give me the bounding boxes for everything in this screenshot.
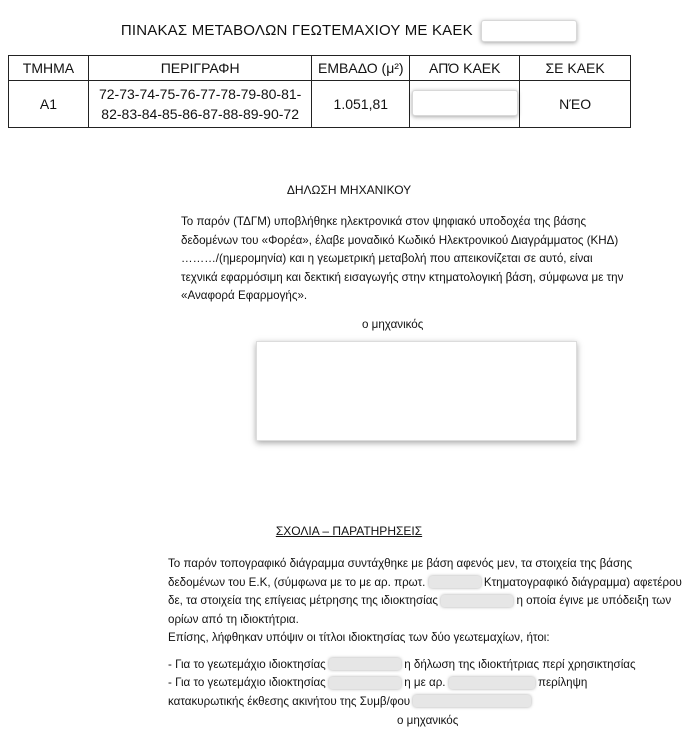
comments-paragraph [168, 555, 688, 711]
header-description: ΠΕΡΙΓΡΑΦΗ [88, 56, 311, 81]
redacted-field [449, 677, 535, 689]
description-line-1: 72-73-74-75-76-77-78-79-80-81- [98, 86, 302, 102]
declaration-signature-label: ο μηχανικός [362, 318, 424, 331]
description-line-2: 82-83-84-85-86-87-88-89-90-72 [101, 106, 299, 122]
cell-to-kaek: ΝΈΟ [520, 81, 631, 128]
redacted-from-kaek [412, 90, 518, 116]
cell-from-kaek [410, 81, 520, 128]
comments-text: περίληψη [537, 676, 588, 689]
comments-line: Επίσης, λήφθηκαν υπόψιν οι τίτλοι ιδιοκτησίας των δύο γεωτεμαχίων, ήτοι: [168, 631, 550, 644]
cell-section: Α1 [9, 81, 89, 128]
comments-text: η με αρ. [404, 676, 446, 689]
redacted-field [329, 658, 401, 670]
table-row [9, 81, 631, 128]
declaration-line: δεδομένων του «Φορέα», έλαβε μοναδικό Κωδικό Ηλεκτρονικού Διαγράμματος (ΚΗΔ) [181, 233, 619, 247]
redacted-field [429, 576, 481, 588]
comments-bullet [168, 693, 688, 712]
comments-text: δεδομένων του Ε.Κ, (σύμφωνα με το με αρ. πρωτ. [168, 575, 426, 589]
comments-text: κατακυρωτικής έκθεσης ακινήτου της Συμβ/φου [168, 694, 411, 708]
redacted-field [413, 695, 531, 707]
comments-heading: ΣΧΟΛΙΑ – ΠΑΡΑΤΗΡΗΣΕΙΣ [275, 524, 423, 538]
table-title-text: ΠΙΝΑΚΑΣ ΜΕΤΑΒΟΛΩΝ ΓΕΩΤΕΜΑΧΙΟΥ ΜΕ ΚΑΕΚ [120, 21, 473, 39]
header-area: ΕΜΒΑΔΟ (μ²) [312, 56, 410, 81]
comments-text: - Για το γεωτεμάχιο ιδιοκτησίας [168, 676, 326, 689]
comments-text: η οποία έγινε με υπόδειξη των [516, 594, 672, 607]
table-title [0, 20, 698, 42]
cell-area: 1.051,81 [312, 81, 410, 128]
comments-bullet [168, 674, 688, 693]
table-header-row [9, 56, 631, 81]
comments-bullet [168, 656, 688, 675]
declaration-paragraph [181, 213, 651, 306]
header-to-kaek: ΣΕ ΚΑΕΚ [520, 56, 631, 81]
comments-text: η δήλωση της ιδιοκτήτριας περί χρησικτησίας [404, 657, 636, 671]
header-section: ΤΜΗΜΑ [9, 56, 89, 81]
declaration-line: «Αναφορά Εφαρμογής». [181, 289, 308, 302]
comments-spacer [168, 648, 688, 656]
comments-text: δε, τα στοιχεία της επίγειας μέτρησης της ιδιοκτησίας [168, 594, 439, 607]
comments-text: Κτηματογραφικό διάγραμμα) αφετέρου [483, 575, 682, 589]
comments-line: ορίων από τη ιδιοκτήτρια. [168, 612, 299, 626]
comments-text: - Για το γεωτεμάχιο ιδιοκτησίας [168, 657, 326, 671]
declaration-line: ………/(ημερομηνία) και η γεωμετρική μεταβολή που απεικονίζεται σε αυτό, είναι [181, 252, 593, 265]
redacted-kaek-field [481, 20, 577, 42]
comments-line: Το παρόν τοπογραφικό διάγραμμα συντάχθηκε με βάση αφενός μεν, τα στοιχεία της βάσης [168, 557, 633, 570]
declaration-line: τεχνικά εφαρμόσιμη και δεκτική εισαγωγής στην κτηματολογική βάση, σύμφωνα με την [181, 270, 624, 284]
comments-signature-label: ο μηχανικός [397, 714, 459, 727]
header-from-kaek: ΑΠΌ ΚΑΕΚ [410, 56, 520, 81]
comments-line [168, 574, 688, 593]
declaration-heading: ΔΗΛΩΣΗ ΜΗΧΑΝΙΚΟΥ [286, 183, 412, 197]
changes-table [8, 55, 631, 128]
declaration-line: Το παρόν (ΤΔΓΜ) υποβλήθηκε ηλεκτρονικά στον ψηφιακό υποδοχέα της βάσης [181, 215, 587, 228]
comments-line [168, 592, 688, 611]
redacted-field [329, 677, 401, 689]
redacted-signature-box [256, 341, 577, 441]
redacted-field [441, 595, 513, 607]
cell-description [88, 81, 311, 128]
